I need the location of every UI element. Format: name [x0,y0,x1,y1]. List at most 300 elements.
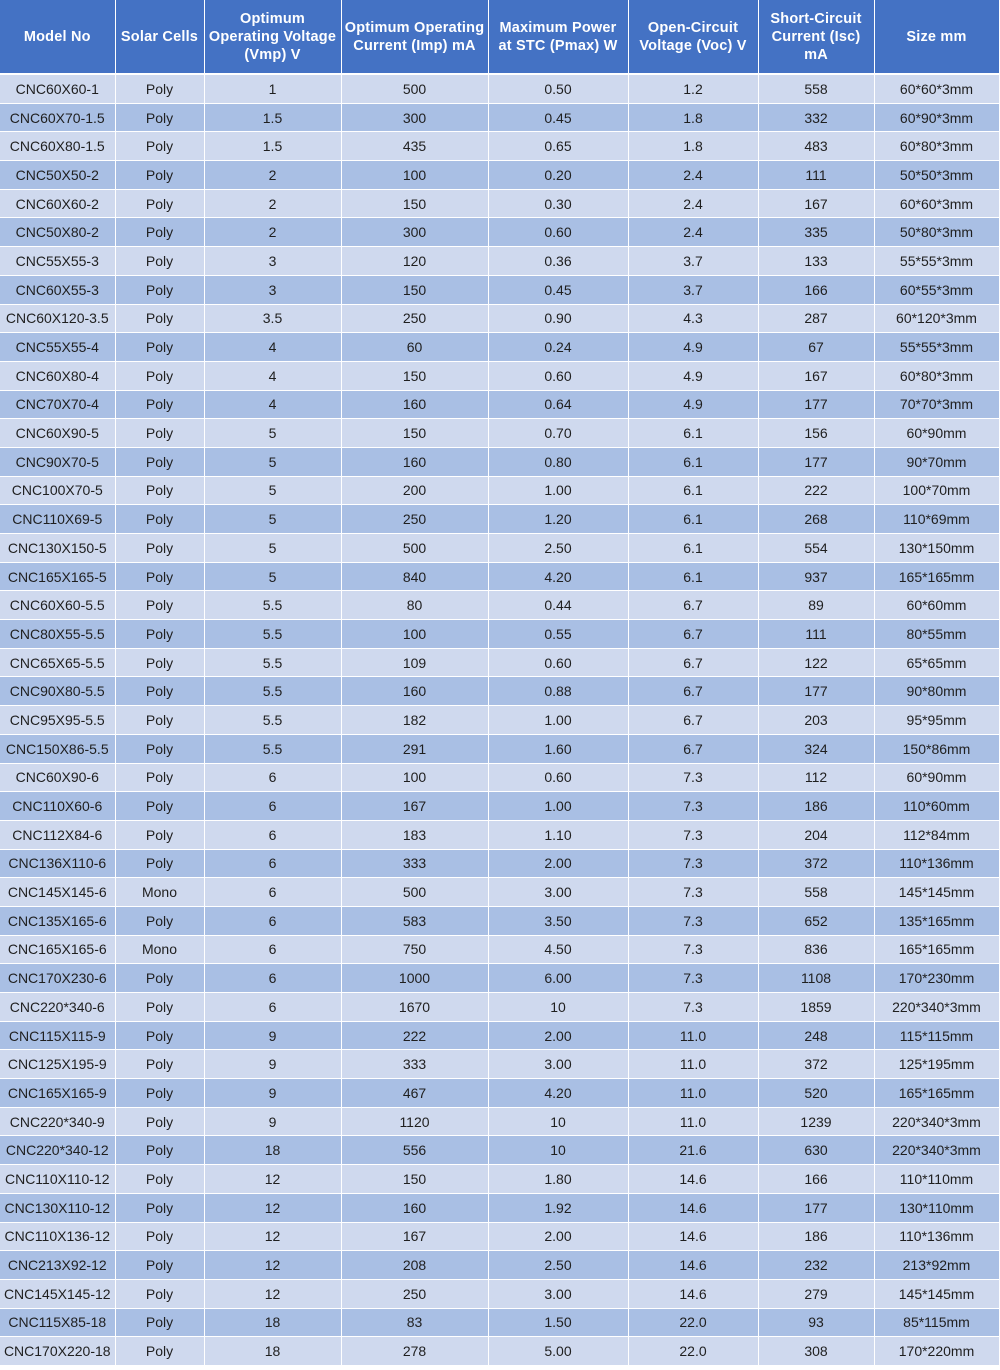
header-pmax: Maximum Power at STC (Pmax) W [488,0,628,74]
vmp-cell: 6 [204,964,341,993]
model-no-cell: CNC80X55-5.5 [0,620,115,649]
voc-cell: 6.1 [628,476,758,505]
voc-cell: 14.6 [628,1193,758,1222]
size-cell: 50*50*3mm [874,161,999,190]
table-row [0,820,999,849]
vmp-cell: 9 [204,1050,341,1079]
vmp-cell: 6 [204,906,341,935]
vmp-cell: 12 [204,1222,341,1251]
table-row [0,419,999,448]
table-row [0,734,999,763]
vmp-cell: 6 [204,993,341,1022]
isc-cell: 836 [758,935,874,964]
pmax-cell: 0.45 [488,275,628,304]
solar-cells-cell: Poly [115,1193,204,1222]
voc-cell: 3.7 [628,247,758,276]
voc-cell: 1.8 [628,132,758,161]
voc-cell: 2.4 [628,189,758,218]
model-no-cell: CNC165X165-5 [0,562,115,591]
pmax-cell: 10 [488,993,628,1022]
model-no-cell: CNC165X165-6 [0,935,115,964]
pmax-cell: 2.50 [488,1251,628,1280]
model-no-cell: CNC170X230-6 [0,964,115,993]
size-cell: 110*136mm [874,849,999,878]
voc-cell: 11.0 [628,1050,758,1079]
isc-cell: 324 [758,734,874,763]
table-row [0,993,999,1022]
table-row [0,304,999,333]
voc-cell: 2.4 [628,218,758,247]
vmp-cell: 9 [204,1021,341,1050]
imp-cell: 500 [341,534,488,563]
model-no-cell: CNC165X165-9 [0,1079,115,1108]
solar-cells-cell: Poly [115,476,204,505]
size-cell: 110*136mm [874,1222,999,1251]
vmp-cell: 5 [204,419,341,448]
vmp-cell: 1.5 [204,103,341,132]
isc-cell: 1108 [758,964,874,993]
voc-cell: 6.7 [628,677,758,706]
voc-cell: 14.6 [628,1222,758,1251]
isc-cell: 167 [758,189,874,218]
isc-cell: 248 [758,1021,874,1050]
solar-cells-cell: Poly [115,734,204,763]
solar-cells-cell: Poly [115,103,204,132]
voc-cell: 14.6 [628,1279,758,1308]
table-row [0,247,999,276]
table-row [0,849,999,878]
size-cell: 130*110mm [874,1193,999,1222]
model-no-cell: CNC60X60-5.5 [0,591,115,620]
pmax-cell: 10 [488,1136,628,1165]
isc-cell: 112 [758,763,874,792]
size-cell: 213*92mm [874,1251,999,1280]
model-no-cell: CNC60X80-1.5 [0,132,115,161]
isc-cell: 222 [758,476,874,505]
vmp-cell: 5 [204,562,341,591]
solar-cells-cell: Poly [115,993,204,1022]
pmax-cell: 3.00 [488,1279,628,1308]
size-cell: 150*86mm [874,734,999,763]
model-no-cell: CNC55X55-3 [0,247,115,276]
table-row [0,620,999,649]
isc-cell: 287 [758,304,874,333]
model-no-cell: CNC60X90-6 [0,763,115,792]
table-row [0,361,999,390]
solar-cells-cell: Poly [115,1308,204,1337]
header-vmp: Optimum Operating Voltage (Vmp) V [204,0,341,74]
imp-cell: 250 [341,1279,488,1308]
pmax-cell: 0.90 [488,304,628,333]
isc-cell: 630 [758,1136,874,1165]
isc-cell: 93 [758,1308,874,1337]
solar-cells-cell: Poly [115,419,204,448]
voc-cell: 4.9 [628,333,758,362]
voc-cell: 4.9 [628,361,758,390]
pmax-cell: 0.55 [488,620,628,649]
isc-cell: 177 [758,1193,874,1222]
pmax-cell: 0.64 [488,390,628,419]
header-voc: Open-Circuit Voltage (Voc) V [628,0,758,74]
table-row [0,591,999,620]
pmax-cell: 0.65 [488,132,628,161]
pmax-cell: 0.60 [488,361,628,390]
pmax-cell: 1.92 [488,1193,628,1222]
size-cell: 55*55*3mm [874,247,999,276]
size-cell: 112*84mm [874,820,999,849]
imp-cell: 182 [341,706,488,735]
solar-cells-cell: Poly [115,1222,204,1251]
pmax-cell: 0.88 [488,677,628,706]
imp-cell: 291 [341,734,488,763]
solar-cells-cell: Poly [115,304,204,333]
pmax-cell: 1.50 [488,1308,628,1337]
pmax-cell: 0.60 [488,763,628,792]
size-cell: 80*55mm [874,620,999,649]
isc-cell: 177 [758,390,874,419]
isc-cell: 203 [758,706,874,735]
imp-cell: 160 [341,1193,488,1222]
imp-cell: 333 [341,1050,488,1079]
table-row [0,161,999,190]
vmp-cell: 3 [204,247,341,276]
solar-cells-cell: Poly [115,591,204,620]
solar-cells-cell: Poly [115,189,204,218]
model-no-cell: CNC60X55-3 [0,275,115,304]
solar-cells-cell: Poly [115,1021,204,1050]
vmp-cell: 6 [204,820,341,849]
table-row [0,1193,999,1222]
vmp-cell: 5.5 [204,620,341,649]
pmax-cell: 2.50 [488,534,628,563]
pmax-cell: 6.00 [488,964,628,993]
pmax-cell: 2.00 [488,1021,628,1050]
imp-cell: 840 [341,562,488,591]
vmp-cell: 6 [204,792,341,821]
pmax-cell: 1.00 [488,706,628,735]
table-row [0,505,999,534]
pmax-cell: 0.80 [488,447,628,476]
table-row [0,648,999,677]
table-row [0,1021,999,1050]
size-cell: 100*70mm [874,476,999,505]
solar-cells-cell: Poly [115,275,204,304]
pmax-cell: 4.20 [488,1079,628,1108]
vmp-cell: 5.5 [204,734,341,763]
size-cell: 220*340*3mm [874,993,999,1022]
vmp-cell: 12 [204,1165,341,1194]
model-no-cell: CNC55X55-4 [0,333,115,362]
imp-cell: 750 [341,935,488,964]
voc-cell: 6.7 [628,620,758,649]
imp-cell: 250 [341,505,488,534]
size-cell: 110*110mm [874,1165,999,1194]
imp-cell: 222 [341,1021,488,1050]
vmp-cell: 12 [204,1279,341,1308]
solar-cells-cell: Mono [115,878,204,907]
vmp-cell: 3 [204,275,341,304]
table-row [0,1165,999,1194]
model-no-cell: CNC110X69-5 [0,505,115,534]
solar-cells-cell: Poly [115,534,204,563]
table-row [0,275,999,304]
solar-cells-cell: Poly [115,361,204,390]
solar-cells-cell: Poly [115,763,204,792]
pmax-cell: 5.00 [488,1337,628,1366]
solar-cells-cell: Poly [115,1136,204,1165]
voc-cell: 4.3 [628,304,758,333]
header-row [0,0,999,74]
voc-cell: 11.0 [628,1079,758,1108]
size-cell: 145*145mm [874,1279,999,1308]
table-row [0,1279,999,1308]
voc-cell: 7.3 [628,849,758,878]
model-no-cell: CNC112X84-6 [0,820,115,849]
model-no-cell: CNC60X90-5 [0,419,115,448]
vmp-cell: 12 [204,1193,341,1222]
imp-cell: 435 [341,132,488,161]
isc-cell: 186 [758,792,874,821]
imp-cell: 200 [341,476,488,505]
imp-cell: 109 [341,648,488,677]
model-no-cell: CNC150X86-5.5 [0,734,115,763]
isc-cell: 520 [758,1079,874,1108]
vmp-cell: 1.5 [204,132,341,161]
solar-cells-cell: Poly [115,74,204,103]
model-no-cell: CNC65X65-5.5 [0,648,115,677]
imp-cell: 1120 [341,1107,488,1136]
vmp-cell: 9 [204,1079,341,1108]
vmp-cell: 1 [204,74,341,103]
size-cell: 60*90*3mm [874,103,999,132]
solar-cells-cell: Poly [115,1337,204,1366]
isc-cell: 177 [758,447,874,476]
table-row [0,103,999,132]
solar-cells-cell: Poly [115,1279,204,1308]
size-cell: 170*220mm [874,1337,999,1366]
table-row [0,562,999,591]
model-no-cell: CNC110X60-6 [0,792,115,821]
model-no-cell: CNC70X70-4 [0,390,115,419]
size-cell: 60*90mm [874,763,999,792]
size-cell: 85*115mm [874,1308,999,1337]
voc-cell: 6.1 [628,419,758,448]
size-cell: 90*80mm [874,677,999,706]
pmax-cell: 1.00 [488,792,628,821]
model-no-cell: CNC220*340-6 [0,993,115,1022]
model-no-cell: CNC60X120-3.5 [0,304,115,333]
pmax-cell: 10 [488,1107,628,1136]
voc-cell: 7.3 [628,792,758,821]
size-cell: 125*195mm [874,1050,999,1079]
isc-cell: 1239 [758,1107,874,1136]
imp-cell: 120 [341,247,488,276]
solar-cells-cell: Poly [115,1107,204,1136]
model-no-cell: CNC110X136-12 [0,1222,115,1251]
voc-cell: 6.1 [628,562,758,591]
size-cell: 115*115mm [874,1021,999,1050]
pmax-cell: 4.20 [488,562,628,591]
isc-cell: 308 [758,1337,874,1366]
solar-cells-cell: Mono [115,935,204,964]
solar-cells-cell: Poly [115,648,204,677]
size-cell: 95*95mm [874,706,999,735]
voc-cell: 14.6 [628,1251,758,1280]
model-no-cell: CNC50X50-2 [0,161,115,190]
vmp-cell: 5.5 [204,677,341,706]
model-no-cell: CNC60X60-1 [0,74,115,103]
isc-cell: 232 [758,1251,874,1280]
voc-cell: 7.3 [628,820,758,849]
size-cell: 110*69mm [874,505,999,534]
isc-cell: 652 [758,906,874,935]
voc-cell: 6.1 [628,505,758,534]
model-no-cell: CNC135X165-6 [0,906,115,935]
imp-cell: 250 [341,304,488,333]
solar-cells-cell: Poly [115,333,204,362]
solar-cells-cell: Poly [115,1079,204,1108]
header-isc: Short-Circuit Current (Isc) mA [758,0,874,74]
voc-cell: 6.7 [628,648,758,677]
voc-cell: 3.7 [628,275,758,304]
solar-cells-cell: Poly [115,562,204,591]
solar-cells-cell: Poly [115,247,204,276]
isc-cell: 167 [758,361,874,390]
size-cell: 165*165mm [874,1079,999,1108]
size-cell: 145*145mm [874,878,999,907]
voc-cell: 22.0 [628,1308,758,1337]
isc-cell: 268 [758,505,874,534]
pmax-cell: 0.60 [488,218,628,247]
model-no-cell: CNC130X150-5 [0,534,115,563]
vmp-cell: 4 [204,361,341,390]
size-cell: 50*80*3mm [874,218,999,247]
voc-cell: 6.7 [628,591,758,620]
size-cell: 60*120*3mm [874,304,999,333]
pmax-cell: 3.00 [488,878,628,907]
isc-cell: 122 [758,648,874,677]
imp-cell: 500 [341,878,488,907]
imp-cell: 183 [341,820,488,849]
vmp-cell: 5 [204,534,341,563]
imp-cell: 583 [341,906,488,935]
solar-cells-cell: Poly [115,447,204,476]
voc-cell: 11.0 [628,1107,758,1136]
table-row [0,935,999,964]
voc-cell: 7.3 [628,878,758,907]
voc-cell: 1.2 [628,74,758,103]
size-cell: 60*55*3mm [874,275,999,304]
imp-cell: 100 [341,620,488,649]
model-no-cell: CNC50X80-2 [0,218,115,247]
isc-cell: 177 [758,677,874,706]
isc-cell: 186 [758,1222,874,1251]
pmax-cell: 0.60 [488,648,628,677]
size-cell: 60*60*3mm [874,189,999,218]
vmp-cell: 2 [204,218,341,247]
isc-cell: 558 [758,878,874,907]
table-row [0,763,999,792]
solar-cells-cell: Poly [115,620,204,649]
imp-cell: 300 [341,218,488,247]
voc-cell: 6.7 [628,706,758,735]
isc-cell: 937 [758,562,874,591]
vmp-cell: 4 [204,390,341,419]
table-row [0,1251,999,1280]
pmax-cell: 0.20 [488,161,628,190]
solar-cells-cell: Poly [115,792,204,821]
pmax-cell: 3.50 [488,906,628,935]
isc-cell: 111 [758,161,874,190]
isc-cell: 166 [758,275,874,304]
vmp-cell: 18 [204,1308,341,1337]
solar-cells-cell: Poly [115,505,204,534]
pmax-cell: 0.44 [488,591,628,620]
isc-cell: 558 [758,74,874,103]
table-row [0,792,999,821]
size-cell: 60*60*3mm [874,74,999,103]
size-cell: 65*65mm [874,648,999,677]
solar-cells-cell: Poly [115,1050,204,1079]
vmp-cell: 5.5 [204,591,341,620]
voc-cell: 7.3 [628,993,758,1022]
table-row [0,964,999,993]
vmp-cell: 18 [204,1136,341,1165]
isc-cell: 89 [758,591,874,620]
table-row [0,1337,999,1366]
solar-cells-cell: Poly [115,132,204,161]
table-row [0,706,999,735]
imp-cell: 333 [341,849,488,878]
table-row [0,878,999,907]
size-cell: 220*340*3mm [874,1107,999,1136]
table-row [0,677,999,706]
solar-cells-cell: Poly [115,677,204,706]
model-no-cell: CNC90X70-5 [0,447,115,476]
voc-cell: 7.3 [628,964,758,993]
isc-cell: 332 [758,103,874,132]
isc-cell: 1859 [758,993,874,1022]
pmax-cell: 1.10 [488,820,628,849]
size-cell: 60*80*3mm [874,132,999,161]
solar-cells-cell: Poly [115,1251,204,1280]
pmax-cell: 4.50 [488,935,628,964]
model-no-cell: CNC220*340-9 [0,1107,115,1136]
size-cell: 165*165mm [874,562,999,591]
pmax-cell: 1.00 [488,476,628,505]
voc-cell: 7.3 [628,906,758,935]
model-no-cell: CNC125X195-9 [0,1050,115,1079]
model-no-cell: CNC115X85-18 [0,1308,115,1337]
voc-cell: 4.9 [628,390,758,419]
model-no-cell: CNC145X145-6 [0,878,115,907]
table-row [0,218,999,247]
size-cell: 110*60mm [874,792,999,821]
table-row [0,534,999,563]
imp-cell: 500 [341,74,488,103]
imp-cell: 150 [341,189,488,218]
imp-cell: 278 [341,1337,488,1366]
vmp-cell: 6 [204,849,341,878]
size-cell: 60*80*3mm [874,361,999,390]
table-row [0,476,999,505]
isc-cell: 372 [758,849,874,878]
model-no-cell: CNC170X220-18 [0,1337,115,1366]
model-no-cell: CNC95X95-5.5 [0,706,115,735]
model-no-cell: CNC145X145-12 [0,1279,115,1308]
table-row [0,1107,999,1136]
size-cell: 130*150mm [874,534,999,563]
